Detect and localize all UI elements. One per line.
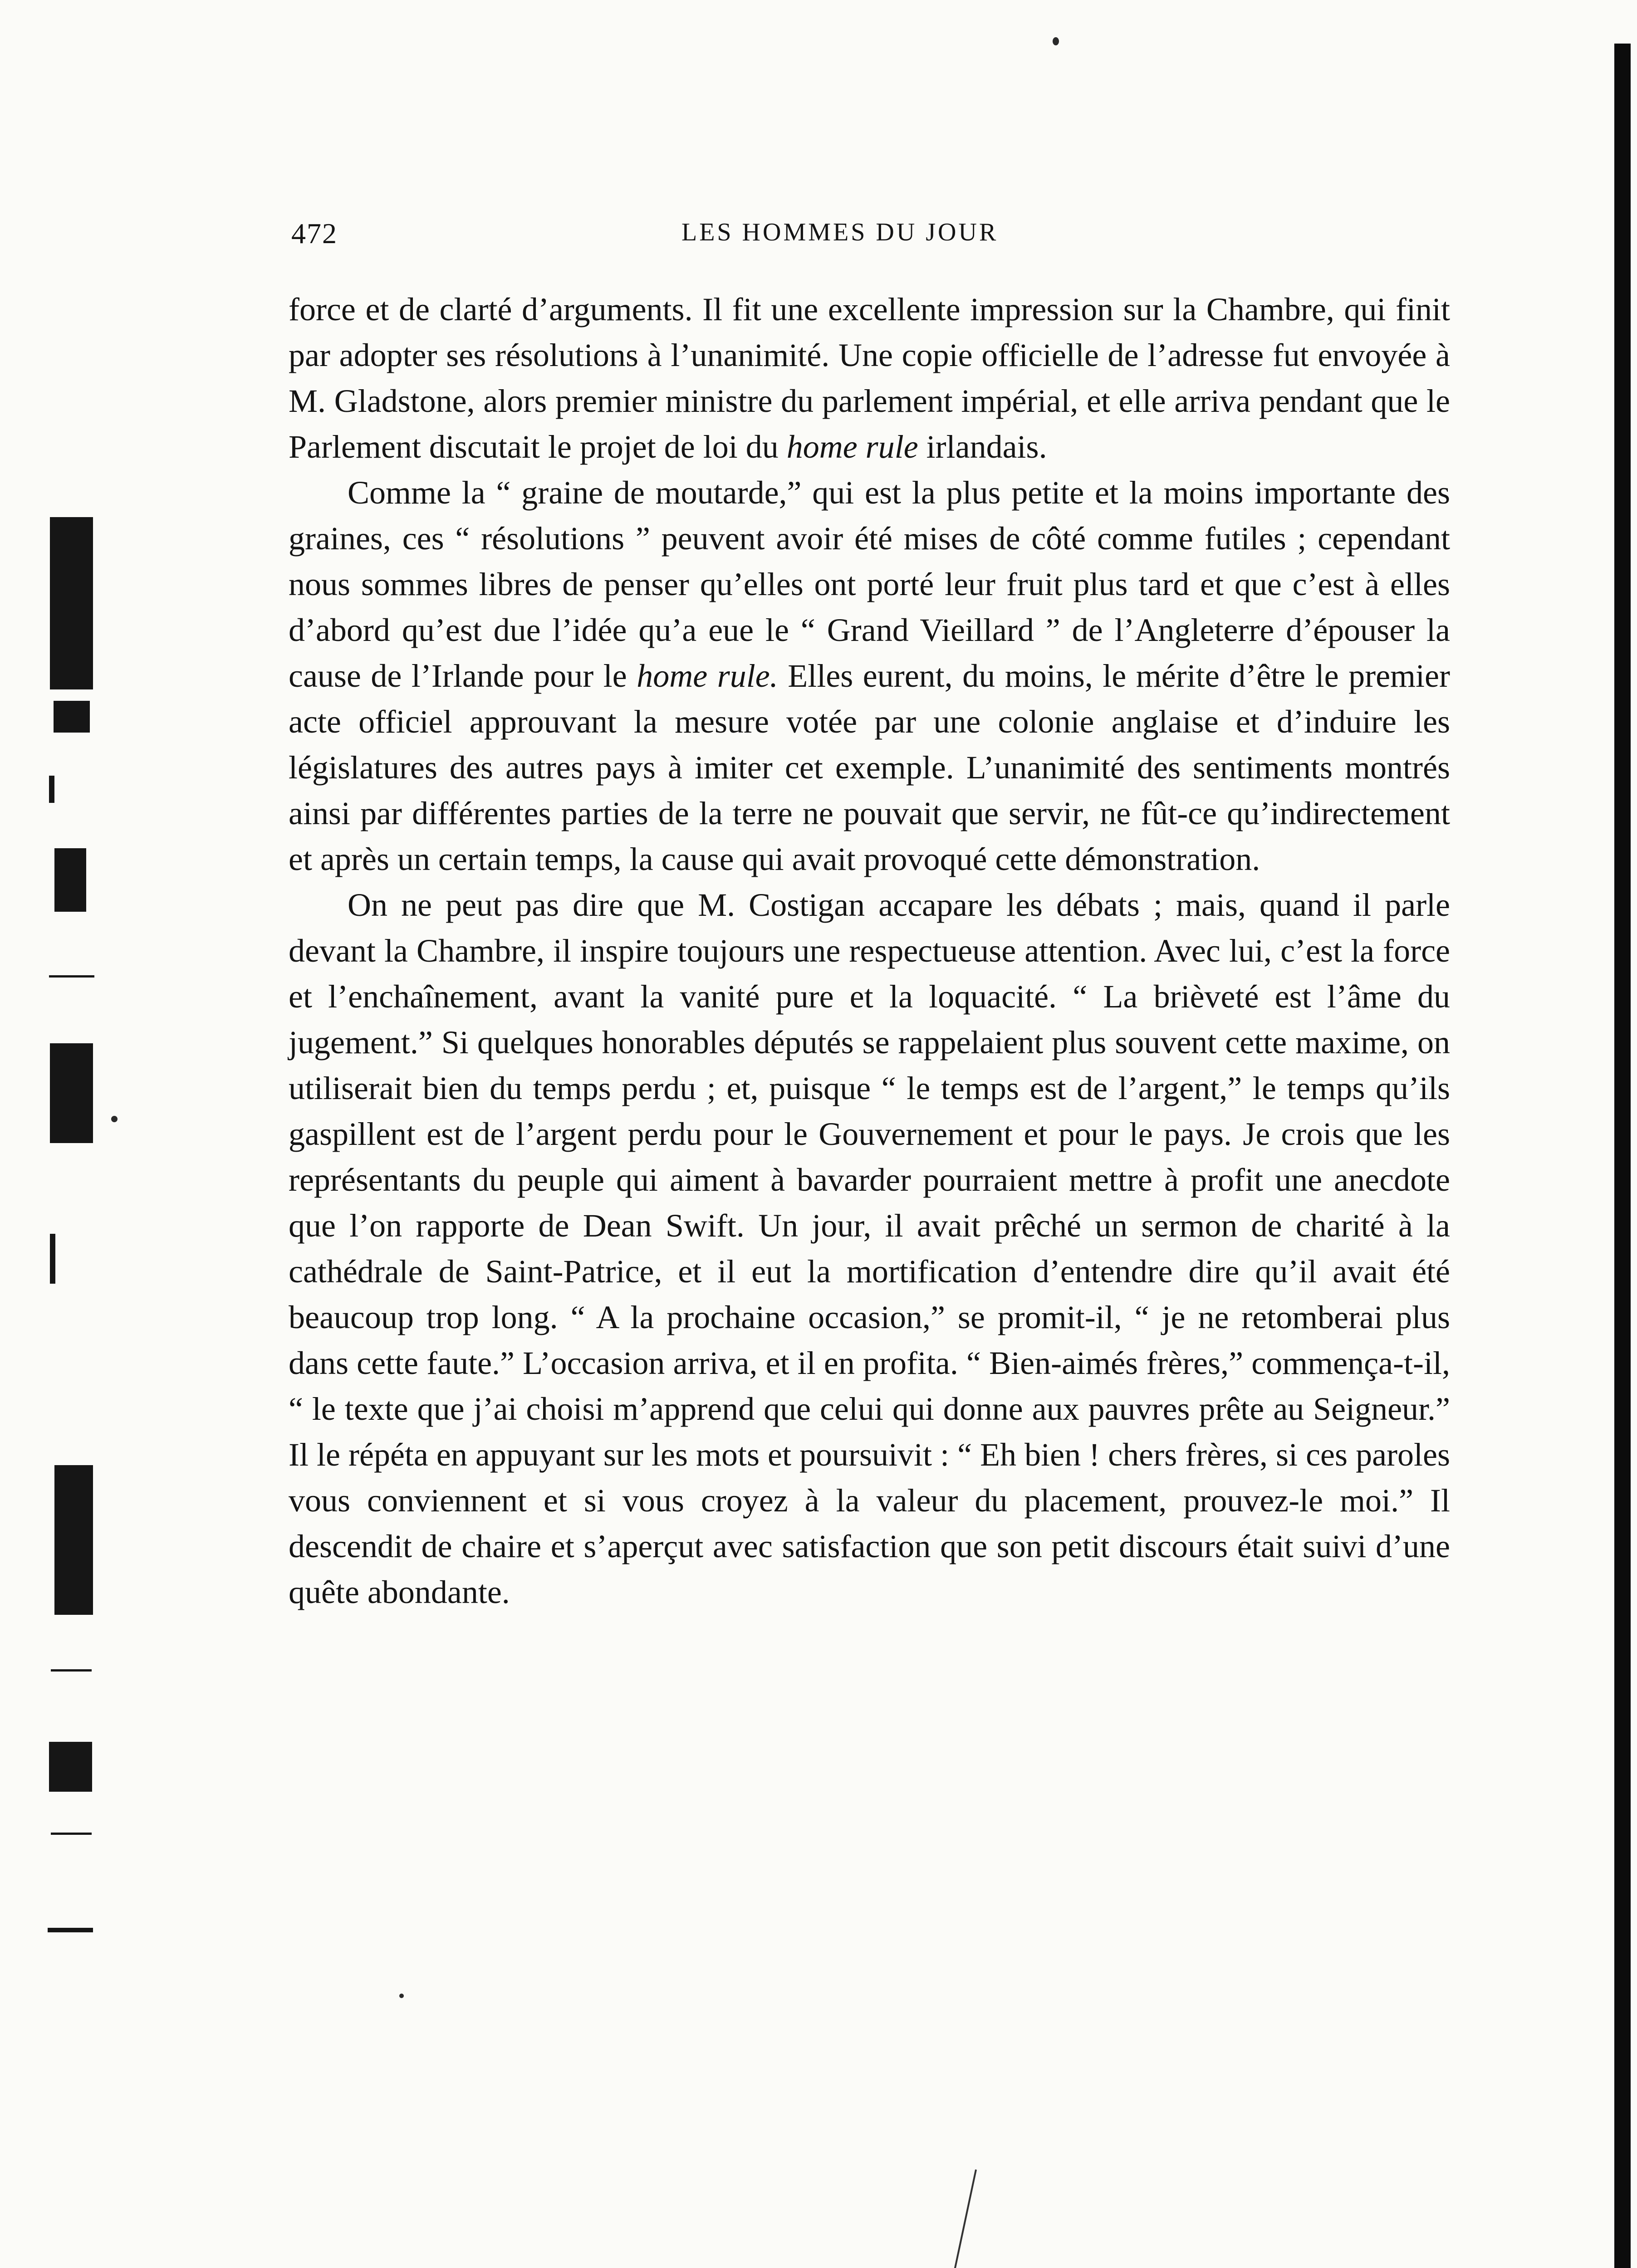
binding-edge: [1614, 44, 1631, 2268]
running-head: LES HOMMES DU JOUR: [681, 218, 999, 246]
scan-mark: [49, 975, 94, 978]
paragraph: Comme la “ graine de moutarde,” qui est la plus petite et la moins importante des graines, ces “ résolutions ” peuvent avoir été mises de côté comme futiles ; cependant nous sommes libres de penser qu’elles ont porté leur fruit plus tard et que c’est à elles d’abord qu’est due l’idée qu’a eue le “ Grand Vieillard ” de l’Angleterre d’épouser la cause de l’Irlande pour le home rule. Elles eurent, du moins, le mérite d’être le premier acte officiel approuvant la mesure votée par une colonie anglaise et d’induire les législatures des autres pays à imiter cet exemple. L’unanimité des sentiments montrés ainsi par différentes parties de la terre ne pouvait que servir, ne fût-ce qu’indirectement et après un certain temps, la cause qui avait provoqué cette démonstration.: [289, 474, 1450, 877]
scan-mark: [49, 776, 54, 803]
paragraph: force et de clarté d’arguments. Il fit une excellente impression sur la Chambre, qui finit par adopter ses résolutions à l’unanimité. Une copie officielle de l’adresse fut envoyée à M. Gladstone, alors premier ministre du parlement impérial, et elle arriva pendant que le Parlement discutait le projet de loi du home rule irlandais.: [289, 291, 1450, 465]
scan-mark: [49, 1742, 92, 1792]
scan-mark: [51, 1833, 92, 1835]
scan-mark: [54, 848, 86, 912]
page-number: 472: [291, 217, 338, 249]
scan-mark: [50, 1043, 93, 1143]
ink-speck: [1053, 37, 1059, 45]
paragraph: On ne peut pas dire que M. Costigan accapare les débats ; mais, quand il parle devant la Chambre, il inspire toujours une respectueuse attention. Avec lui, c’est la force et l’enchaînement, avant la vanité pure et la loquacité. “ La brièveté est l’âme du jugement.” Si quelques honorables députés se rappelaient plus souvent cette maxime, on utiliserait bien du temps perdu ; et, puisque “ le temps est de l’argent,” le temps qu’ils gaspillent est de l’argent perdu pour le Gouvernement et pour le pays. Je crois que les représentants du peuple qui aiment à bavarder pourraient mettre à profit une anecdote que l’on rapporte de Dean Swift. Un jour, il avait prêché un sermon de charité à la cathédrale de Saint-Patrice, et il eut la mortification d’entendre dire qu’il avait été beaucoup trop long. “ A la prochaine occasion,” se promit-il, “ je ne retomberai plus dans cette faute.” L’occasion arriva, et il en profita. “ Bien-aimés frères,” commença-t-il, “ le texte que j’ai choisi m’apprend que celui qui donne aux pauvres prête au Seigneur.” Il le répéta en appuyant sur les mots et poursuivit : “ Eh bien ! chers frères, si ces paroles vous conviennent et si vous croyez à la valeur du placement, prouvez-le moi.” Il descendit de chaire et s’aperçut avec satisfaction que son petit discours était suivi d’une quête abondante.: [289, 887, 1450, 1610]
scan-mark: [54, 701, 90, 733]
scan-mark: [50, 1234, 55, 1284]
scan-mark: [51, 1669, 92, 1672]
scan-mark: [48, 1928, 93, 1932]
body-text: [289, 287, 1450, 1615]
pen-stroke: [949, 2170, 977, 2268]
ink-speck: [399, 1994, 404, 1998]
scan-mark: [50, 517, 93, 689]
page-header: [291, 217, 1453, 253]
scan-mark: [54, 1465, 93, 1615]
ink-speck: [111, 1116, 118, 1122]
